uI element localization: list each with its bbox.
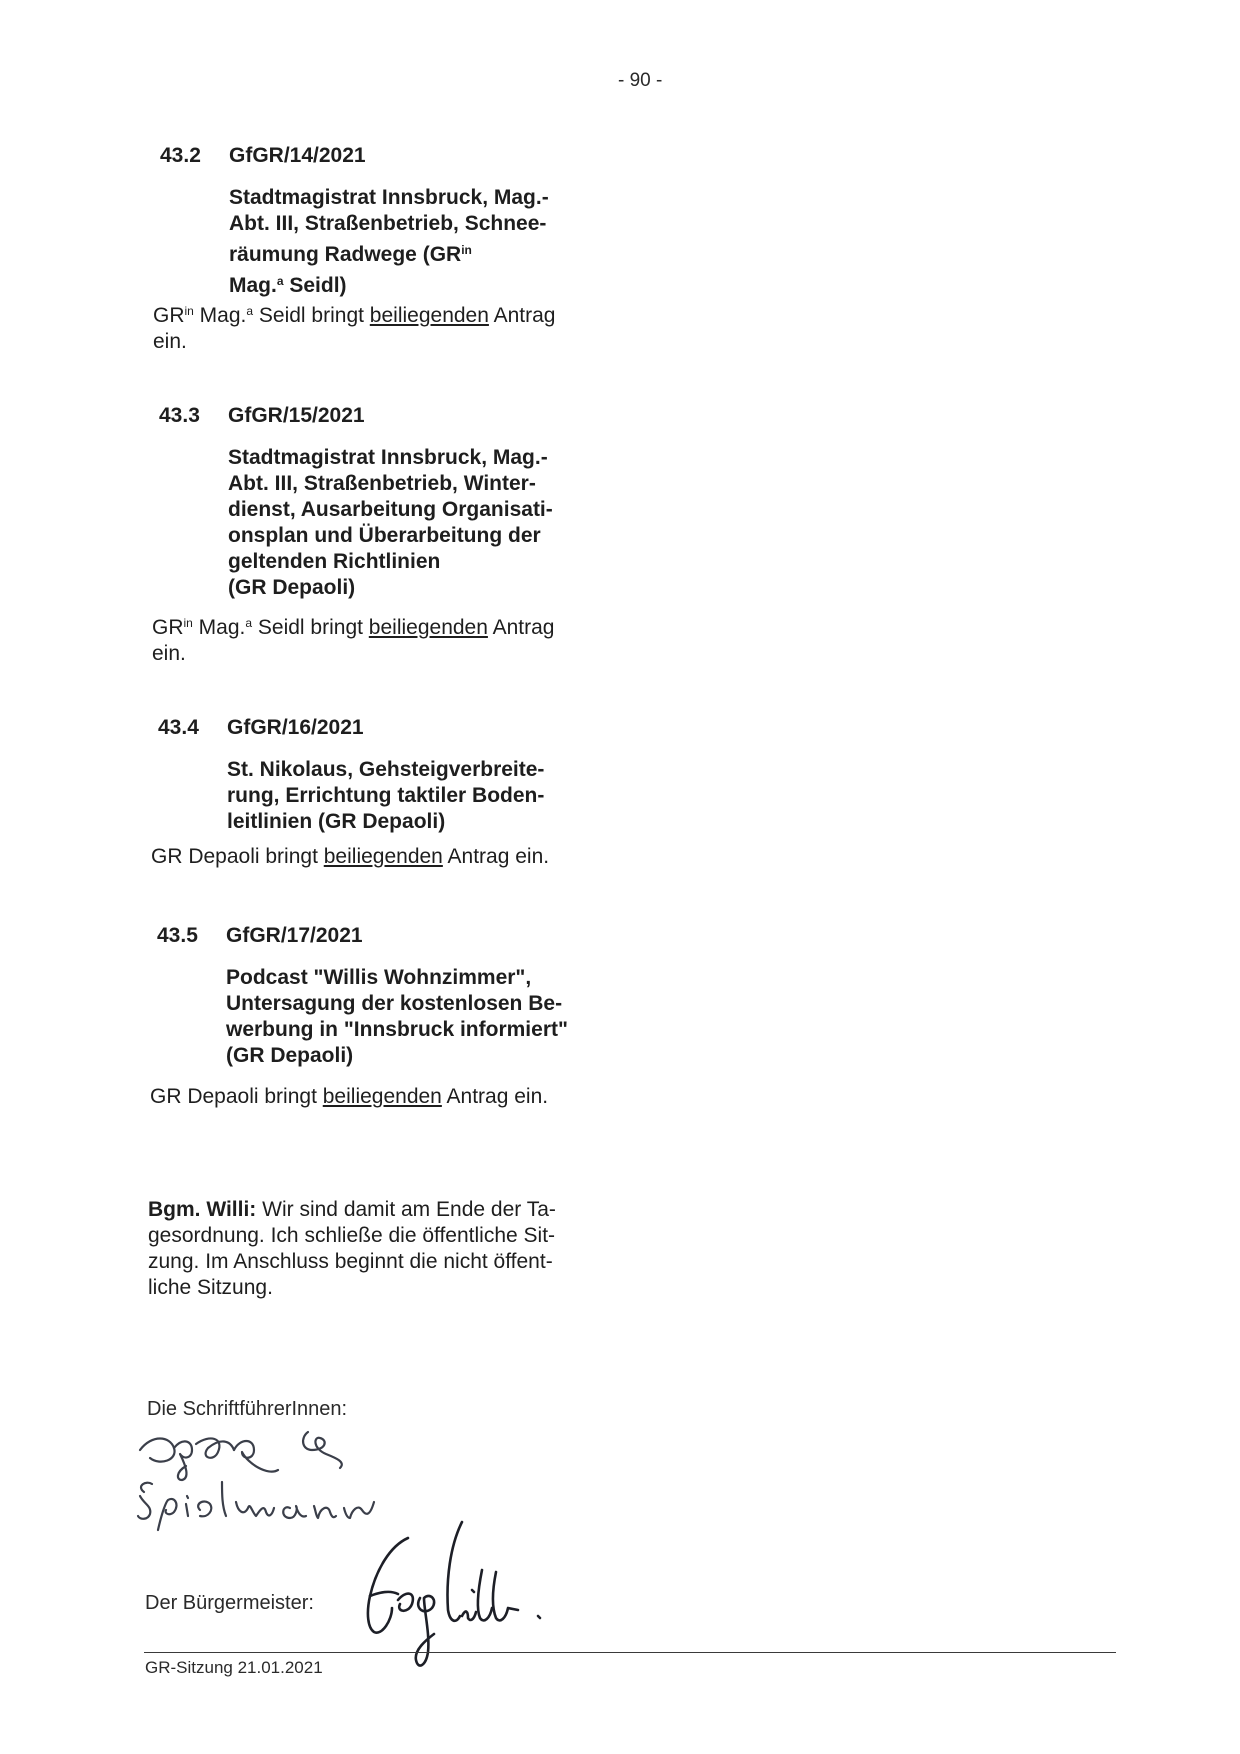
- item-number: 43.2: [160, 144, 201, 167]
- item-title: Stadtmagistrat Innsbruck, Mag.- Abt. III, Straßenbetrieb, Winter- dienst, Ausarbeitung Organisati- onsplan und Überarbeitung der geltenden Richtlinien (GR Depaoli): [228, 446, 553, 599]
- closing-statement: Bgm. Willi: Wir sind damit am Ende der Ta- gesordnung. Ich schließe die öffentliche Sit- zung. Im Anschluss beginnt die nicht öffent- liche Sitzung.: [148, 1198, 556, 1299]
- item-note: GR Depaoli bringt beiliegenden Antrag ein.: [151, 845, 550, 868]
- item-note: $GR^{in}$ Mag.$^a$ Seidl bringt beiliegenden Antrag ein.: [152, 616, 555, 665]
- item-code: GfGR/17/2021: [226, 924, 363, 947]
- mayor-label: Der Bürgermeister:: [145, 1592, 314, 1614]
- item-note: GR Depaoli bringt beiliegenden Antrag ein.: [150, 1085, 549, 1108]
- speaker-name: Bgm. Willi:: [148, 1198, 257, 1221]
- page-number: - 90 -: [618, 70, 663, 91]
- item-title: Podcast "Willis Wohnzimmer", Untersagung der kostenlosen Be- werbung in "Innsbruck informiert" (GR Depaoli): [226, 966, 568, 1067]
- item-title: St. Nikolaus, Gehsteigverbreite- rung, Errichtung taktiler Boden- leitlinien (GR Depaoli): [227, 758, 545, 833]
- item-note: $GR^{in}$ Mag.$^a$ Seidl bringt beiliegenden Antrag ein.: [153, 304, 556, 353]
- item-number: 43.4: [158, 716, 199, 739]
- item-number: 43.3: [159, 404, 200, 427]
- item-code: GfGR/15/2021: [228, 404, 365, 427]
- mayor-signature: [350, 1500, 580, 1675]
- footer-text: GR-Sitzung 21.01.2021: [145, 1658, 323, 1677]
- item-number: 43.5: [157, 924, 198, 947]
- footer-rule: [144, 1652, 1116, 1653]
- item-code: GfGR/14/2021: [229, 144, 366, 167]
- item-code: GfGR/16/2021: [227, 716, 364, 739]
- item-title: Stadtmagistrat Innsbruck, Mag.- Abt. III, Straßenbetrieb, Schnee- räumung Radwege ($GR^{in}$ Mag.$^a$ Seidl): [229, 186, 549, 297]
- secretaries-label: Die SchriftführerInnen:: [147, 1398, 348, 1420]
